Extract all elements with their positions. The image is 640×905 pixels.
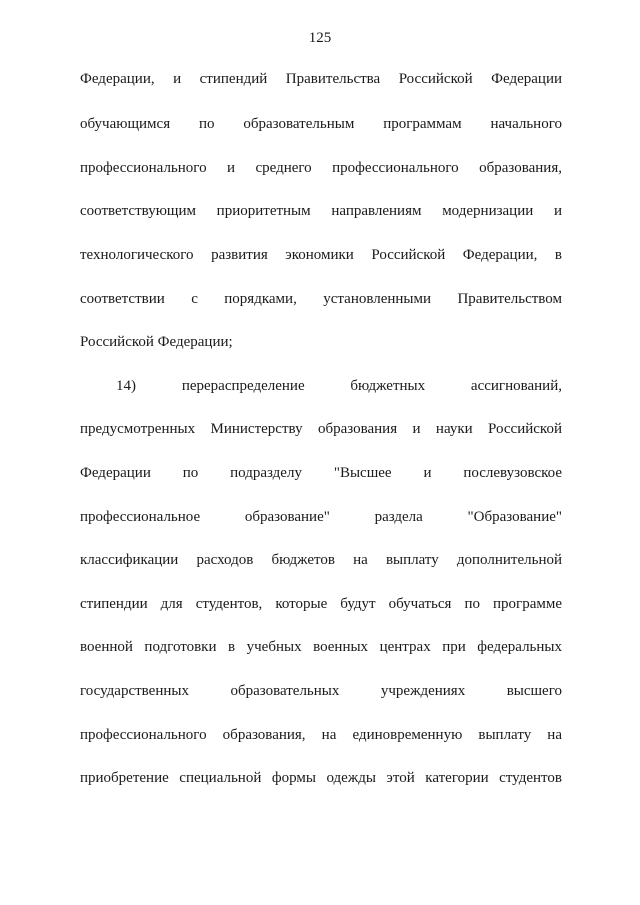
text-line: 14) перераспределение бюджетных ассигнований, [116, 378, 562, 394]
text-line: классификации расходов бюджетов на выплату дополнительной [80, 552, 562, 568]
text-line: военной подготовки в учебных военных центрах при федеральных [80, 639, 562, 655]
text-line: приобретение специальной формы одежды этой категории студентов [80, 770, 562, 786]
text-line: государственных образовательных учреждениях высшего [80, 683, 562, 699]
text-line: обучающимся по образовательным программам начального [80, 116, 562, 132]
text-line: профессиональное образование" раздела "Образование" [80, 509, 562, 525]
text-line: соответствующим приоритетным направлениям модернизации и [80, 203, 562, 219]
text-line: соответствии с порядками, установленными Правительством [80, 291, 562, 307]
text-line: предусмотренных Министерству образования и науки Российской [80, 421, 562, 437]
text-line: профессионального и среднего профессионального образования, [80, 160, 562, 176]
text-line: Федерации по подразделу "Высшее и послевузовское [80, 465, 562, 481]
text-line: Российской Федерации; [80, 334, 233, 350]
text-line: стипендии для студентов, которые будут обучаться по программе [80, 596, 562, 612]
text-line: технологического развития экономики Российской Федерации, в [80, 247, 562, 263]
text-line: профессионального образования, на единовременную выплату на [80, 727, 562, 743]
text-line: Федерации, и стипендий Правительства Российской Федерации [80, 71, 562, 87]
page-number: 125 [308, 30, 332, 46]
